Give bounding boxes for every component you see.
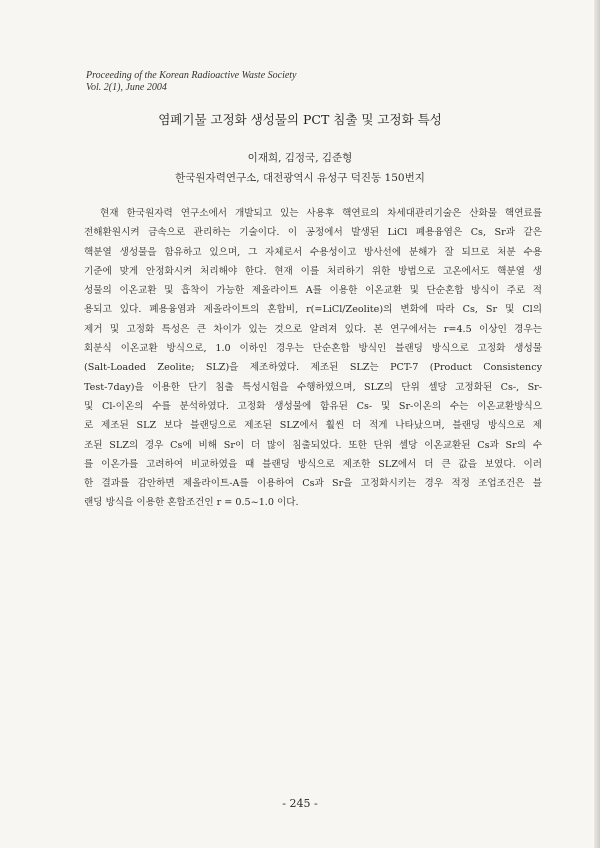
author-list: 이재희, 김정국, 김준형 xyxy=(247,152,353,164)
abstract-line: 기준에 맞게 안정화시켜 처리해야 한다. 현재 이를 처리하기 위한 방법으로 고온에서도 핵분열 생 xyxy=(84,265,542,277)
journal-header xyxy=(86,70,297,94)
paper-title: 염폐기물 고정화 생성물의 PCT 침출 및 고정화 특성 xyxy=(158,112,442,127)
abstract-line: 핵분열 생성물을 함유하고 있으며, 그 자체로서 수용성이고 방사선에 분해가 잘 되므로 처분 수용 xyxy=(84,246,542,258)
abstract-line: 를 이온가를 고려하여 비교하였을 때 블랜딩 방식으로 제조한 SLZ에서 더 큰 값을 보였다. 이러 xyxy=(84,458,542,470)
abstract-line: Test-7day)을 이용한 단기 침출 특성시험을 수행하였으며, SLZ의 단위 셀당 고정화된 Cs-, Sr- xyxy=(84,381,542,393)
journal-name: Proceeding of the Korean Radioactive Waste Society xyxy=(86,70,297,81)
abstract-line: 및 Cl-이온의 수를 분석하였다. 고정화 생성물에 함유된 Cs- 및 Sr-이온의 수는 이온교환방식으 xyxy=(84,400,542,412)
abstract-line: 현재 한국원자력 연구소에서 개발되고 있는 사용후 핵연료의 차세대관리기술은 산화물 핵연료를 xyxy=(100,208,542,219)
abstract-line: 회분식 이온교환 방식으로, 1.0 이하인 경우는 단순혼합 방식인 블랜딩 방식으로 고정화 생성물 xyxy=(84,343,542,355)
abstract-line: 제거 및 고정화 특성은 큰 차이가 있는 것으로 알려져 있다. 본 연구에서는 r=4.5 이상인 경우는 xyxy=(84,323,542,335)
abstract-line: 용되고 있다. 폐용융염과 제올라이트의 혼합비, r(=LiCl/Zeolite)의 변화에 따라 Cs, Sr 및 Cl의 xyxy=(84,304,542,316)
abstract-line: 랜딩 방식을 이용한 혼합조건인 r = 0.5~1.0 이다. xyxy=(84,497,299,509)
page-number: - 245 - xyxy=(282,797,318,810)
abstract-line: 전해환원시켜 금속으로 관리하는 기술이다. 이 공정에서 발생된 LiCl 폐용융염은 Cs, Sr과 같은 xyxy=(84,227,542,239)
journal-volume: Vol. 2(1), June 2004 xyxy=(86,82,167,93)
abstract-line: 성물의 이온교환 및 흡착이 가능한 제올라이트 A를 이용한 이온교환 및 단순혼합 방식이 주로 적 xyxy=(84,285,542,297)
abstract-line: (Salt-Loaded Zeolite; SLZ)을 제조하였다. 제조된 SLZ는 PCT-7 (Product Consistency xyxy=(84,362,542,374)
abstract-body xyxy=(84,204,542,513)
affiliation: 한국원자력연구소, 대전광역시 유성구 덕진동 150번지 xyxy=(175,172,425,184)
abstract-line: 로 제조된 SLZ 보다 블랜딩으로 제조된 SLZ에서 훨씬 더 적게 나타났으며, 블랜딩 방식으로 제 xyxy=(84,420,542,432)
abstract-line: 조된 SLZ의 경우 Cs에 비해 Sr이 더 많이 침출되었다. 또한 단위 셀당 이온교환된 Cs과 Sr의 수 xyxy=(84,439,542,451)
abstract-line: 한 결과를 감안하면 제올라이트-A를 이용하여 Cs과 Sr을 고정화시키는 경우 적정 조업조건은 블 xyxy=(84,478,542,490)
